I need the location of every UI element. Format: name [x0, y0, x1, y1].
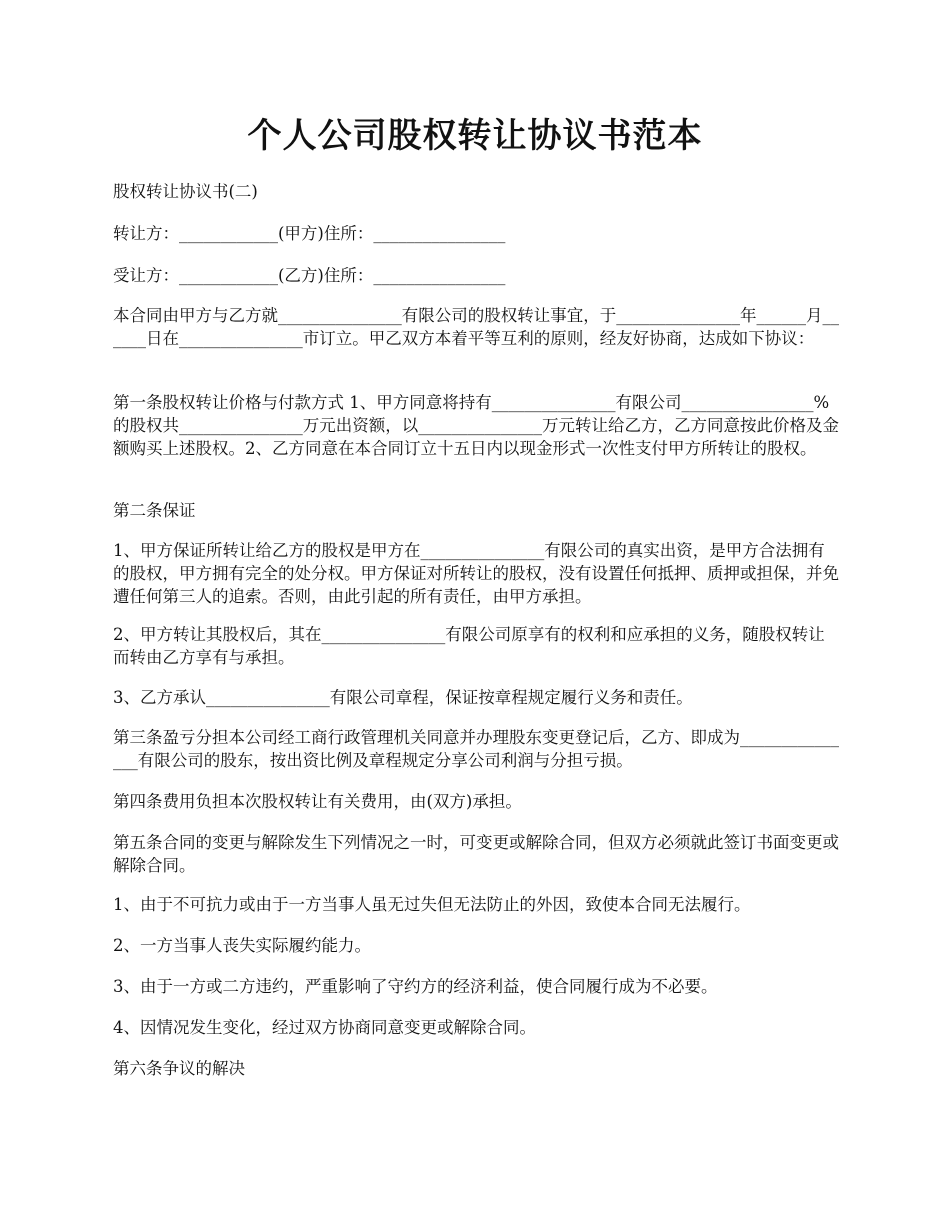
article-3-paragraph: 第三条盈亏分担本公司经工商行政管理机关同意并办理股东变更登记后，乙方、即成为_______________有限公司的股东，按出资比例及章程规定分享公司利润与分担亏损。	[113, 728, 839, 770]
article-2-clause-2: 2、甲方转让其股权后，其在_______________有限公司原享有的权利和应承担的义务，随股权转让而转由乙方享有与承担。	[113, 625, 825, 667]
article-5-clause-3: 3、由于一方或二方违约，严重影响了守约方的经济利益，使合同履行成为不必要。	[113, 977, 718, 996]
article-6-heading: 第六条争议的解决	[113, 1059, 245, 1078]
transferor-line: 转让方：____________(甲方)住所：________________	[113, 224, 506, 243]
article-5-clause-1: 1、由于不可抗力或由于一方当事人虽无过失但无法防止的外因，致使本合同无法履行。	[113, 895, 751, 914]
article-5-clause-2: 2、一方当事人丧失实际履约能力。	[113, 936, 371, 955]
article-2-heading: 第二条保证	[113, 501, 196, 520]
page-title: 个人公司股权转让协议书范本	[247, 116, 703, 156]
article-1-paragraph: 第一条股权转让价格与付款方式 1、甲方同意将持有_______________有限公司________________%的股权共_______________万元出资额，以_______________万元转让给乙方，乙方同意按此价格及金额购买上述股权。2、乙方同意在本合同订立十五日内以现金形式一次性支付甲方所转让的股权。	[113, 393, 839, 458]
article-2-clause-3: 3、乙方承认_______________有限公司章程，保证按章程规定履行义务和责任。	[113, 688, 693, 707]
article-2-clause-1: 1、甲方保证所转让给乙方的股权是甲方在_______________有限公司的真实出资，是甲方合法拥有的股权，甲方拥有完全的处分权。甲方保证对所转让的股权，没有设置任何抵押、质押或担保，并免遭任何第三人的追索。否则，由此引起的所有责任，由甲方承担。	[113, 541, 839, 606]
article-5-paragraph: 第五条合同的变更与解除发生下列情况之一时，可变更或解除合同，但双方必须就此签订书面变更或解除合同。	[113, 833, 839, 875]
transferee-line: 受让方：____________(乙方)住所：________________	[113, 266, 506, 285]
article-4-paragraph: 第四条费用负担本次股权转让有关费用，由(双方)承担。	[113, 792, 522, 811]
article-5-clause-4: 4、因情况发生变化，经过双方协商同意变更或解除合同。	[113, 1018, 536, 1037]
doc-subtitle: 股权转让协议书(二)	[113, 182, 258, 201]
contract-intro-paragraph: 本合同由甲方与乙方就_______________有限公司的股权转让事宜，于_______________年______月______日在_______________市订立。甲乙双方本着平等互利的原则，经友好协商，达成如下协议：	[113, 306, 839, 348]
